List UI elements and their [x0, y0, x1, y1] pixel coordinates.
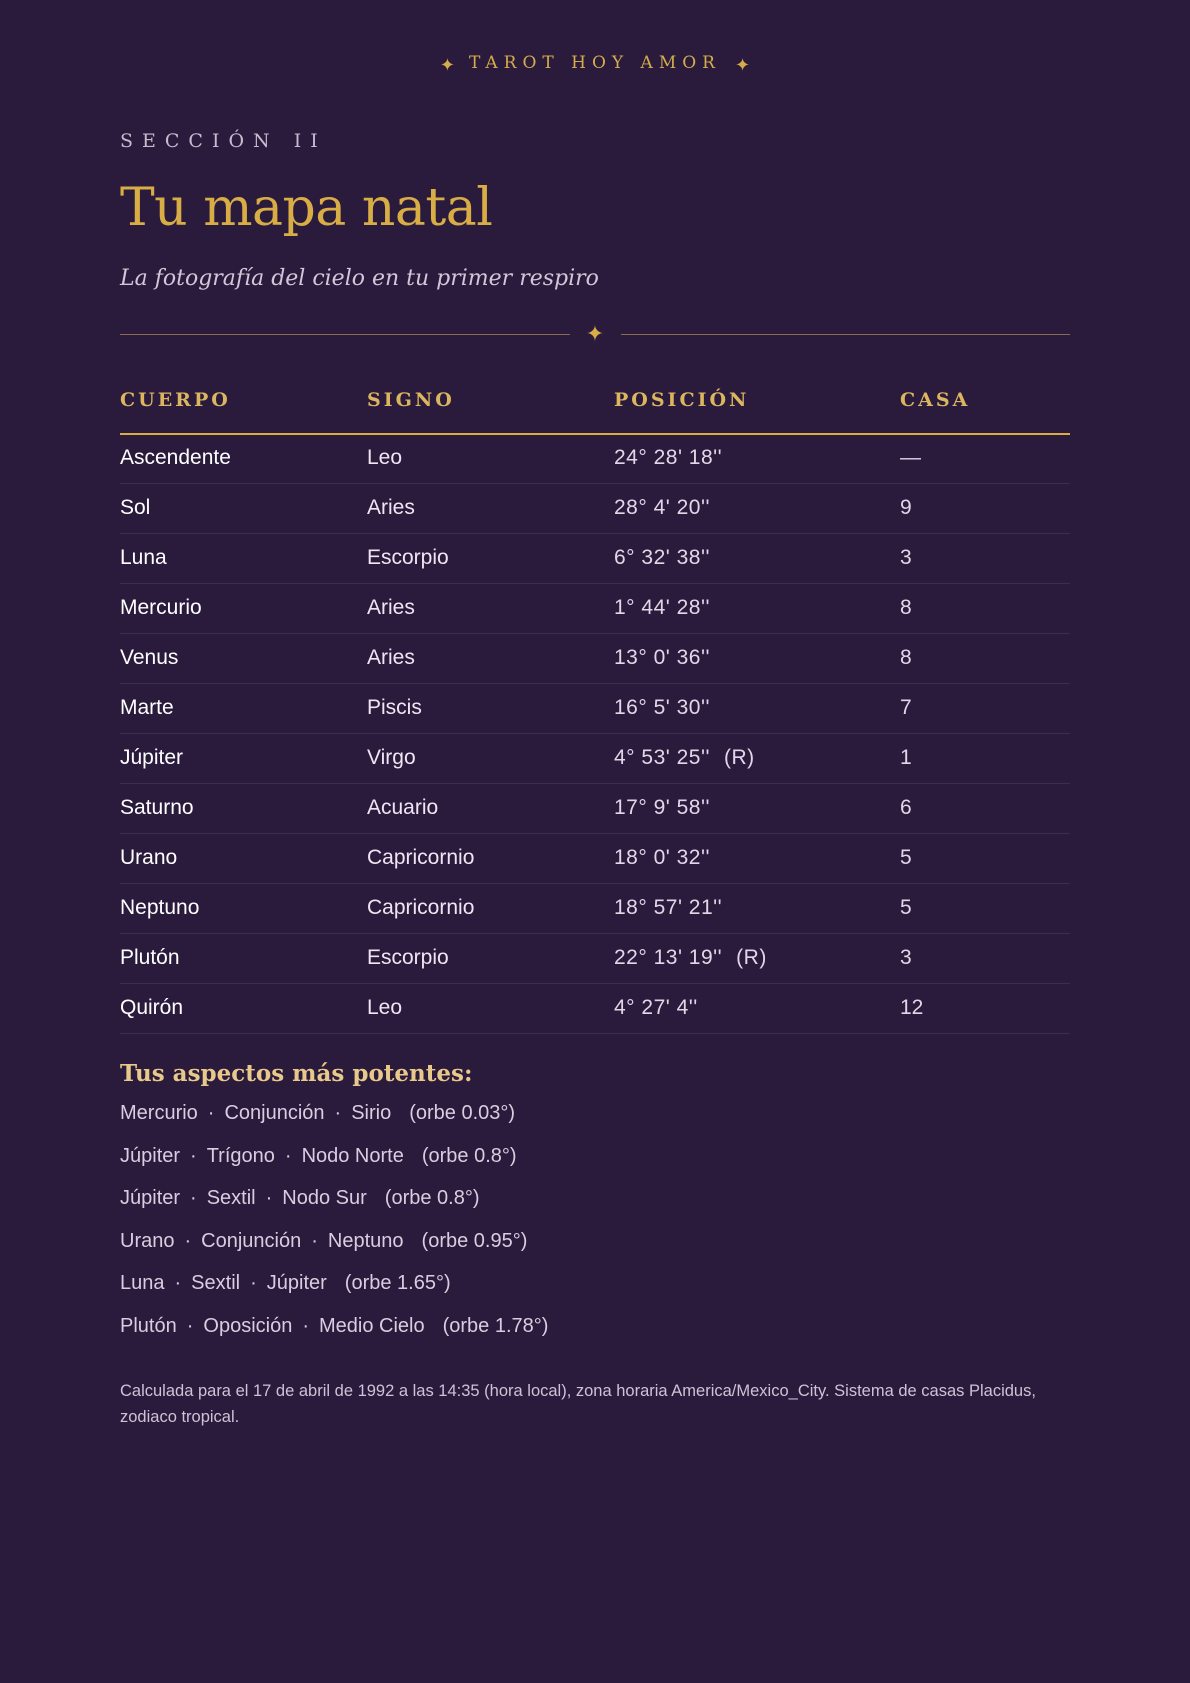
aspect-separator: · — [284, 1144, 292, 1167]
position-value: 22° 13' 19'' — [614, 946, 723, 969]
position-value: 13° 0' 36'' — [614, 646, 710, 669]
sparkle-icon: ✦ — [734, 55, 751, 76]
position-cell — [614, 946, 767, 970]
house-cell: 3 — [900, 546, 912, 569]
position-cell — [614, 646, 710, 670]
table-row — [120, 984, 1070, 1034]
retrograde-marker: (R) — [724, 746, 755, 769]
table-row — [120, 484, 1070, 534]
aspect-body-a: Luna — [120, 1272, 165, 1295]
sign-cell: Aries — [367, 646, 415, 669]
sign-cell: Aries — [367, 496, 415, 519]
position-cell — [614, 546, 710, 570]
house-cell: 7 — [900, 696, 912, 719]
table-row — [120, 634, 1070, 684]
house-cell: 8 — [900, 646, 912, 669]
position-value: 17° 9' 58'' — [614, 796, 710, 819]
position-cell — [614, 896, 722, 920]
divider-line — [120, 334, 570, 335]
column-header-body: CUERPO — [120, 389, 231, 411]
position-cell — [614, 596, 710, 620]
aspect-item — [120, 1272, 1070, 1315]
aspect-type: Sextil — [191, 1272, 241, 1295]
body-cell: Plutón — [120, 946, 180, 969]
aspect-body-a: Júpiter — [120, 1144, 181, 1167]
body-cell: Júpiter — [120, 746, 184, 769]
sign-cell: Escorpio — [367, 946, 449, 969]
aspect-body-a: Urano — [120, 1229, 175, 1252]
house-cell: 6 — [900, 796, 912, 819]
body-cell: Urano — [120, 846, 178, 869]
table-row — [120, 734, 1070, 784]
position-cell — [614, 446, 722, 470]
aspect-body-a: Mercurio — [120, 1102, 198, 1124]
page-title: Tu mapa natal — [120, 178, 493, 238]
aspect-orb: (orbe 0.95°) — [421, 1229, 528, 1252]
aspect-orb: (orbe 0.8°) — [384, 1187, 480, 1210]
position-value: 18° 57' 21'' — [614, 896, 723, 919]
house-cell: — — [900, 446, 921, 469]
aspect-type: Trígono — [206, 1144, 275, 1167]
position-value: 28° 4' 20'' — [614, 496, 710, 519]
aspect-item — [120, 1187, 1070, 1230]
aspect-separator: · — [311, 1229, 318, 1252]
position-value: 24° 28' 18'' — [614, 446, 723, 469]
sign-cell: Acuario — [367, 796, 439, 819]
aspect-body-b: Medio Cielo — [319, 1314, 425, 1337]
house-cell: 8 — [900, 596, 912, 619]
sign-cell: Piscis — [367, 696, 422, 719]
position-value: 4° 27' 4'' — [614, 996, 698, 1019]
retrograde-marker: (R) — [736, 946, 767, 969]
sign-cell: Capricornio — [367, 846, 475, 869]
aspect-separator: · — [207, 1102, 215, 1124]
aspect-body-b: Nodo Sur — [282, 1187, 367, 1210]
column-header-sign: SIGNO — [367, 389, 455, 411]
brand-header — [120, 52, 1070, 76]
house-cell: 3 — [900, 946, 912, 969]
ornament-divider — [120, 323, 1070, 345]
position-value: 1° 44' 28'' — [614, 596, 710, 619]
aspect-separator: · — [186, 1314, 194, 1337]
column-header-position: POSICIÓN — [614, 389, 750, 411]
table-row — [120, 434, 1070, 484]
aspect-orb: (orbe 1.65°) — [344, 1272, 451, 1295]
sparkle-icon: ✦ — [439, 55, 455, 76]
aspects-title: Tus aspectos más potentes: — [120, 1060, 473, 1087]
position-cell — [614, 796, 710, 820]
house-cell: 1 — [900, 746, 912, 769]
calculation-footnote: Calculada para el 17 de abril de 1992 a las 14:35 (hora local), zona horaria America/Mexico_City. Sistema de casas Placidus, zodiaco tropical. — [120, 1382, 1036, 1426]
aspect-body-b: Sirio — [351, 1102, 392, 1124]
brand-name: TAROT HOY AMOR — [469, 53, 721, 73]
aspect-orb: (orbe 0.8°) — [421, 1144, 517, 1167]
aspect-separator: · — [190, 1187, 197, 1210]
sign-cell: Leo — [367, 996, 403, 1019]
position-cell — [614, 746, 755, 770]
aspect-body-a: Plutón — [120, 1314, 177, 1337]
aspect-separator: · — [190, 1144, 197, 1167]
aspect-item — [120, 1145, 1070, 1188]
table-row — [120, 584, 1070, 634]
position-cell — [614, 496, 710, 520]
aspect-orb: (orbe 0.03°) — [409, 1102, 516, 1124]
aspect-item — [120, 1230, 1070, 1273]
table-row — [120, 884, 1070, 934]
table-row — [120, 934, 1070, 984]
table-row — [120, 534, 1070, 584]
page-subtitle: La fotografía del cielo en tu primer respiro — [120, 266, 599, 291]
body-cell: Venus — [120, 646, 179, 669]
aspect-separator: · — [302, 1314, 309, 1337]
aspect-type: Conjunción — [201, 1229, 302, 1252]
aspect-separator: · — [265, 1187, 273, 1210]
position-value: 6° 32' 38'' — [614, 546, 710, 569]
aspect-item — [120, 1102, 1070, 1145]
table-row — [120, 684, 1070, 734]
table-row — [120, 784, 1070, 834]
position-cell — [614, 996, 698, 1020]
house-cell: 5 — [900, 896, 912, 919]
aspect-separator: · — [250, 1272, 257, 1295]
body-cell: Mercurio — [120, 596, 202, 619]
body-cell: Luna — [120, 546, 167, 569]
body-cell: Neptuno — [120, 896, 200, 919]
aspect-separator: · — [334, 1102, 342, 1124]
sign-cell: Aries — [367, 596, 415, 619]
sign-cell: Capricornio — [367, 896, 475, 919]
aspects-list — [120, 1102, 1070, 1358]
aspect-separator: · — [184, 1229, 192, 1252]
aspect-body-a: Júpiter — [120, 1187, 181, 1210]
body-cell: Quirón — [120, 996, 184, 1019]
divider-line — [621, 334, 1070, 335]
position-cell — [614, 696, 710, 720]
sparkle-icon: ✦ — [585, 322, 605, 347]
position-cell — [614, 846, 710, 870]
aspect-type: Conjunción — [224, 1102, 325, 1124]
sign-cell: Virgo — [367, 746, 416, 769]
table-header — [120, 387, 1070, 435]
aspect-orb: (orbe 1.78°) — [442, 1314, 549, 1337]
position-value: 16° 5' 30'' — [614, 696, 710, 719]
planet-table — [120, 434, 1070, 1034]
table-row — [120, 834, 1070, 884]
aspect-item — [120, 1315, 1070, 1358]
sign-cell: Leo — [367, 446, 403, 469]
aspect-body-b: Neptuno — [327, 1229, 404, 1252]
aspect-separator: · — [174, 1272, 182, 1295]
house-cell: 9 — [900, 496, 912, 519]
section-label: SECCIÓN II — [120, 130, 327, 152]
body-cell: Sol — [120, 496, 151, 519]
body-cell: Saturno — [120, 796, 194, 819]
column-header-house: CASA — [900, 389, 971, 411]
aspect-type: Oposición — [203, 1314, 293, 1337]
house-cell: 5 — [900, 846, 912, 869]
body-cell: Marte — [120, 696, 174, 719]
aspect-body-b: Júpiter — [266, 1272, 327, 1295]
aspect-body-b: Nodo Norte — [301, 1144, 404, 1167]
sign-cell: Escorpio — [367, 546, 449, 569]
aspect-type: Sextil — [206, 1187, 256, 1210]
position-value: 18° 0' 32'' — [614, 846, 710, 869]
position-value: 4° 53' 25'' — [614, 746, 710, 769]
body-cell: Ascendente — [120, 446, 231, 469]
house-cell: 12 — [900, 996, 924, 1019]
